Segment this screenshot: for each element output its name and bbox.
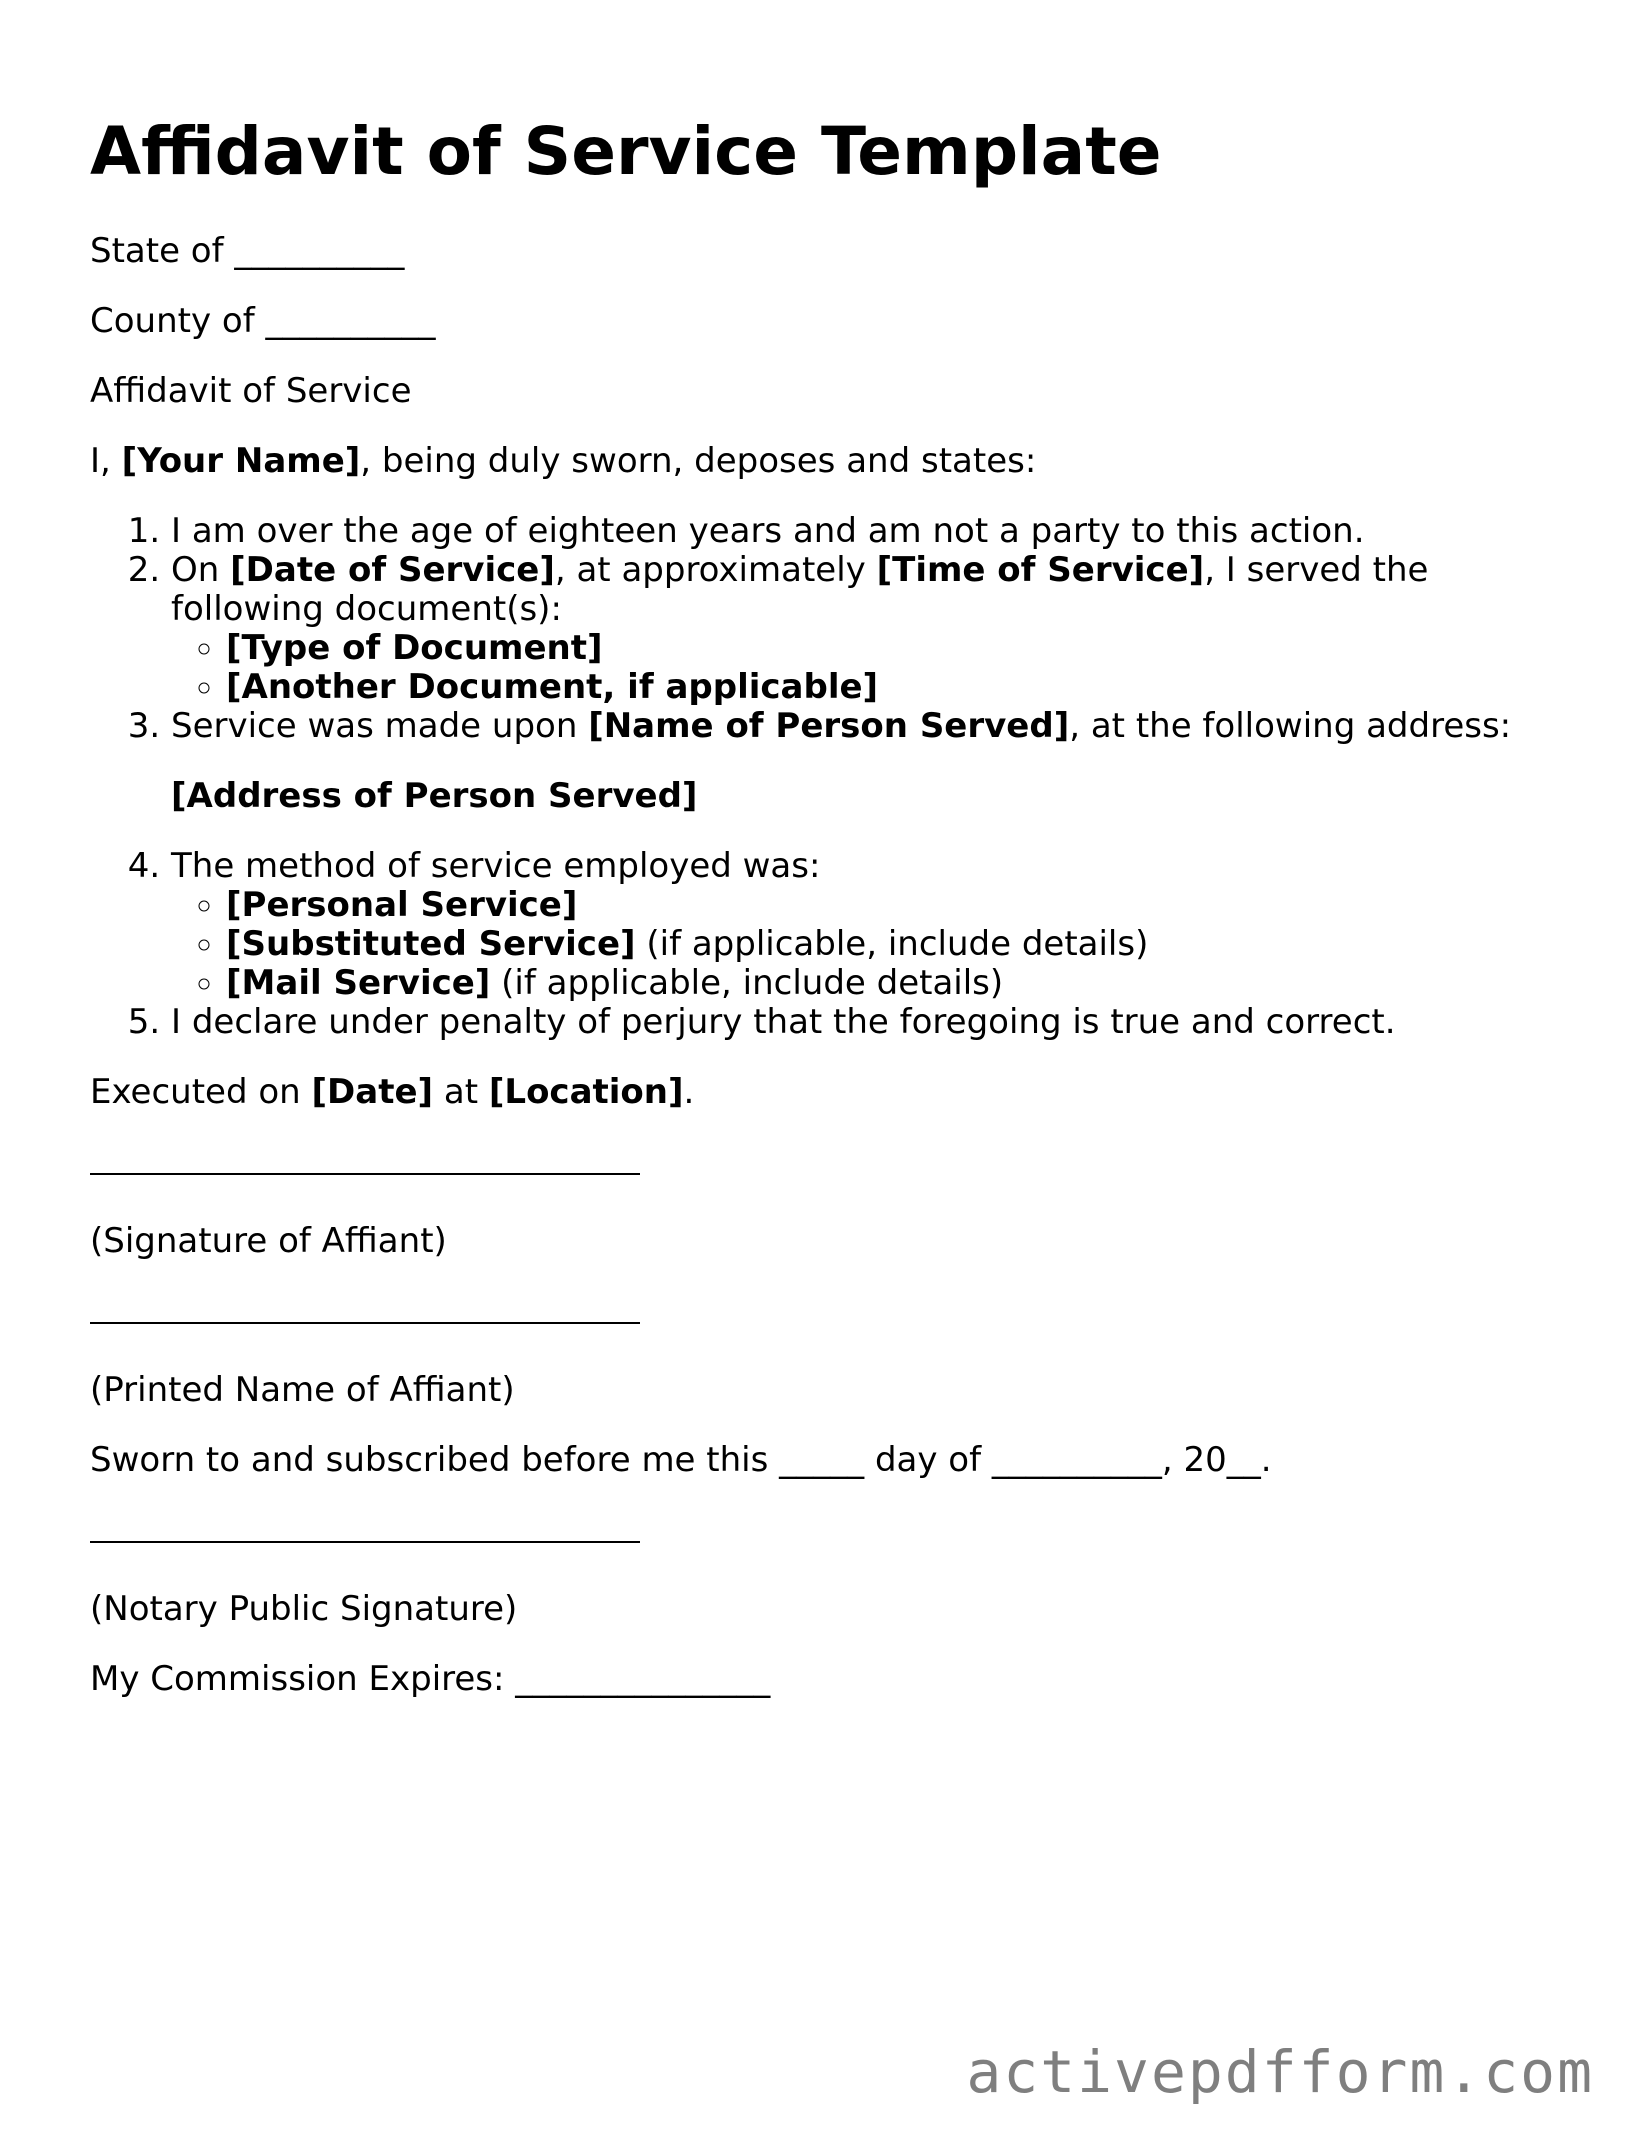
item2-middle: , at approximately [554,550,877,590]
personal-service-placeholder: [Personal Service] [226,885,578,925]
address-block [171,777,1570,816]
mail-service-placeholder: [Mail Service] [226,963,491,1003]
item2-prefix: On [171,550,231,590]
document-item [226,629,1570,668]
intro-suffix: , being duly sworn, deposes and states: [360,441,1037,481]
substituted-service-placeholder: [Substituted Service] [226,924,636,964]
method-item [226,886,1570,925]
date-of-service-placeholder: [Date of Service] [230,550,555,590]
county-line: County of __________ [90,301,436,341]
printed-name-label: (Printed Name of Affiant) [90,1370,515,1410]
executed-line [90,1073,1570,1112]
document-page [90,112,1570,1730]
state-line: State of __________ [90,231,405,271]
affidavit-label: Affidavit of Service [90,371,412,411]
method-note: (if applicable, include details) [635,924,1149,964]
executed-middle: at [433,1072,489,1112]
statement-item-2 [171,551,1570,707]
affiant-signature-line [90,1143,640,1175]
method-note: (if applicable, include details) [490,963,1004,1003]
page-title: Affidavit of Service Template [90,113,1162,190]
intro-paragraph [90,442,1570,481]
method-item [226,925,1570,964]
person-served-placeholder: [Name of Person Served] [588,706,1070,746]
statement-item-3 [171,707,1570,816]
printed-name-line [90,1292,640,1324]
your-name-placeholder: [Your Name] [121,441,361,481]
document-list [171,629,1570,707]
statement-item-4 [171,847,1570,1003]
signature-label: (Signature of Affiant) [90,1221,447,1261]
watermark: activepdfform.com [966,2038,1594,2106]
document-item [226,668,1570,707]
executed-prefix: Executed on [90,1072,312,1112]
date-placeholder: [Date] [311,1072,434,1112]
another-document-placeholder: [Another Document, if applicable] [226,667,879,707]
location-placeholder: [Location] [488,1072,684,1112]
notary-signature-line [90,1511,640,1543]
intro-prefix: I, [90,441,122,481]
method-list [171,886,1570,1003]
statement-item-1: 1. I am over the age of eighteen years and am not a party to this action. [171,512,1570,551]
item4-text: The method of service employed was: [171,846,821,886]
executed-suffix: . [683,1072,695,1112]
time-of-service-placeholder: [Time of Service] [876,550,1205,590]
statement-list [90,512,1570,1042]
commission-line: My Commission Expires: _______________ [90,1659,771,1699]
item3-prefix: Service was made upon [171,706,589,746]
document-type-placeholder: [Type of Document] [226,628,603,668]
item3-suffix: , at the following address: [1069,706,1512,746]
notary-label: (Notary Public Signature) [90,1589,518,1629]
statement-item-5: 5. I declare under penalty of perjury that the foregoing is true and correct. [171,1003,1570,1042]
method-item [226,964,1570,1003]
item2-suffix: , I served the following document(s): [171,550,1429,629]
sworn-line: Sworn to and subscribed before me this _____ day of __________, 20__. [90,1440,1272,1480]
address-placeholder: [Address of Person Served] [171,776,698,816]
